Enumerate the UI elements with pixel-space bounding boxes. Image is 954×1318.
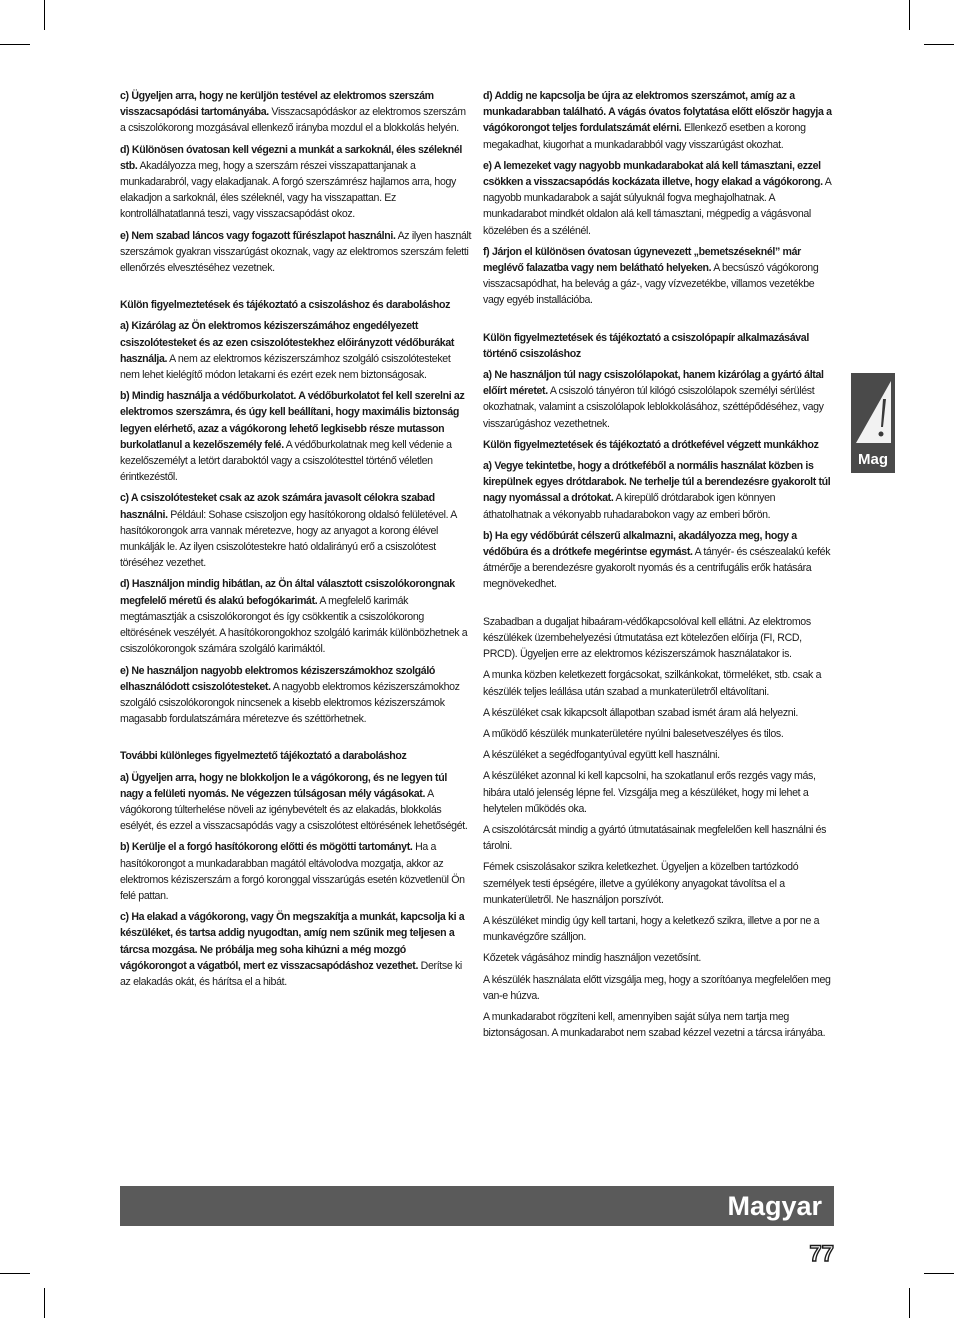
paragraph: Fémek csiszolásakor szikra keletkezhet. Ügyeljen a közelben tartózkodó személyek testi épségére, illetve a gyúlékony anyagokat távolítsa el a munkaterületről. Ne használjon porszívót.: [483, 861, 799, 906]
crop-mark: [0, 1273, 30, 1274]
paragraph: b) Mindig használja a védőburkolatot. A védőburkolatot fel kell szerelni az elektromos szerszámra, és úgy kell beállítani, hogy maximális biztonság legyen elérhető, azaz a vágókorong lehető legkisebb része mutasson burkolatlanul a kezelőszemély felé. A védőburkolatnak meg kell védenie a kezelőszemélyt a letört daraboktól vagy a csiszolótesttel történő véletlen érintkezéstől.: [120, 390, 465, 484]
paragraph: a) Vegye tekintetbe, hogy a drótkeféből a normális használat közben is kirepülnek egyes drótdarabok. Ne terhelje túl a berendezésre gyakorolt túl nagy nyomással a drótokat. A kirepülő drótdarabok igen könnyen áthatolhatnak a vékonyabb ruhadarabokon vagy az emberi bőrön.: [483, 460, 831, 521]
paragraph: a) Ügyeljen arra, hogy ne blokkoljon le a vágókorong, és ne legyen túl nagy a felületi nyomás. Ne végezzen túlságosan mély vágásokat. A vágókorong túlterhelése növeli az igénybevételt és az elakadás, blokkolás esélyét, és ezzel a visszacsapódás vagy a csiszolótest eltörésének lehetőségét.: [120, 771, 468, 833]
section-heading: Külön figyelmeztetések és tájékoztató a csiszoláshoz és daraboláshoz: [120, 299, 451, 312]
paragraph: e) A lemezeket vagy nagyobb munkadarabokat alá kell támasztani, ezzel csökken a visszacsapódás kockázata illetve, hogy elakad a vágókorong. A nagyobb munkadarabok a saját súlyuknál fogva meghajolhatnak. A munkadarabot mindkét oldalon alá kell támasztani, mégpedig a vágásvonal közelében és a szélénél.: [483, 159, 831, 237]
section-heading: Külön figyelmeztetések és tájékoztató a csiszolópapír alkalmazásával történő csiszoláshoz: [483, 331, 809, 360]
paragraph: A munkadarabot rögzíteni kell, amennyiben saját súlya nem tartja meg biztonságosan. A munkadarabot nem szabad kézzel vezetni a tárcsa irányába.: [483, 1010, 826, 1040]
paragraph: b) Kerülje el a forgó hasítókorong előtti és mögötti tartományt. Ha a hasítókorongot a munkadarabban magától eltávolodva mozgatja, akkor az elektromos kéziszerszám a forgó koronggal visszarúgás esetén közvetlenül Ön felé pattan.: [120, 841, 465, 902]
paragraph: f) Járjon el különösen óvatosan úgynevezett „bemetszéseknél” már meglévő falazatba vagy nem belátható helyeken. A becsúszó vágókorong visszacsapódhat, ha belevág a gáz-, vagy vízvezetékbe, villamos vezetékbe vagy egyéb installációba.: [483, 245, 819, 307]
paragraph: d) Használjon mindig hibátlan, az Ön által választott csiszolókorongnak megfelelő méretű és alakú befogókarimát. A megfelelő karimák megtámasztják a csiszolókorongot és így csökkentik a csiszolókorong eltörésének veszélyét. A hasítókorongokhoz szolgáló karimák különbözhetnek a csiszolókorongok számára szolgáló karimáktól.: [120, 578, 468, 656]
page-number: 77: [809, 1241, 834, 1266]
crop-mark: [44, 0, 45, 30]
paragraph: Kőzetek vágásához mindig használjon vezetősínt.: [483, 952, 701, 965]
warning-triangle-icon: [853, 377, 893, 447]
paragraph: c) A csiszolótesteket csak az azok számára javasolt célokra szabad használni. Például: Sohase csiszoljon egy hasítókorong oldalsó felületével. A hasítókorongok arra vannak méretezve, hogy az anyagot a korong élével munkálják le. Az ilyen csiszolótestekre ható oldalirányú erő a csiszolótest töréséhez vezethet.: [120, 492, 457, 570]
paragraph: Szabadban a dugaljat hibaáram-védőkapcsolóval kell ellátni. Az elektromos készülékek üzembehelyezési útmutatása ezt kötelezően előírja (FI, RCD, PRCD). Ügyeljen erre az elektromos kéziszerszámok használatakor is.: [483, 615, 811, 661]
side-tab-label: Mag: [858, 451, 888, 468]
crop-mark: [909, 0, 910, 30]
paragraph: a) Kizárólag az Ön elektromos kéziszerszámához engedélyezett csiszolótesteket és az ezen csiszolótestekhez előirányzott védőburákat használja. A nem az elektromos kéziszerszámhoz szolgáló csiszolótesteket nem lehet kielégítő módon letakarni és ezért ezek nem biztonságosak.: [120, 320, 455, 382]
paragraph: a) Ne használjon túl nagy csiszolólapokat, hanem kizárólag a gyártó által előírt méretet. A csiszoló tányéron túl kilógó csiszolólapok személyi sérülést okozhatnak, valamint a csiszolólapok leblokkolásához, széttépődéséhez, vagy visszarúgáshoz vezethetnek.: [483, 369, 824, 430]
paragraph: d) Különösen óvatosan kell végezni a munkát a sarkoknál, éles széleknél stb. Akadályozza meg, hogy a szerszám részei visszapattanjanak a munkadarabról, vagy elakadjanak. A forgó szerszámrész hajlamos arra, hogy elakadjon a sarkoknál, éles széleknél, vagy ha visszapattan. Ez kontrollálhatatlanná teszi, vagy visszacsapódást okoz.: [120, 143, 462, 221]
paragraph: A készüléket a segédfogantyúval együtt kell használni.: [483, 749, 720, 762]
paragraph: A készülék használata előtt vizsgálja meg, hogy a szorítóanya megfelelően meg van-e húzva.: [483, 973, 831, 1002]
crop-mark: [924, 44, 954, 45]
paragraph: e) Nem szabad láncos vagy fogazott fűrészlapot használni. Az ilyen használt szerszámok gyakran visszarúgást okoznak, vagy az elektromos szerszám feletti ellenőrzés elvesztéséhez vezetnek.: [120, 229, 472, 275]
crop-mark: [44, 1288, 45, 1318]
paragraph: A csiszolótárcsát mindig a gyártó útmutatásainak megfelelően kell használni és tárolni.: [483, 823, 827, 853]
paragraph: c) Ügyeljen arra, hogy ne kerüljön testével az elektromos szerszám visszacsapódási tartományába. Visszacsapódáskor az elektromos szerszám a csiszolókorong mozgásával ellenkező irányba mozdul el a blokkolás helyén.: [120, 90, 466, 135]
right-column: [483, 88, 835, 1046]
crop-mark: [0, 44, 30, 45]
crop-mark: [924, 1273, 954, 1274]
paragraph: A készüléket azonnal ki kell kapcsolni, ha szokatlanul erős rezgés vagy más, hibára utaló jelenség lépne fel. Vizsgálja meg a készüléket, hogy mi lehet a helytelen működés oka.: [483, 770, 816, 815]
section-heading: Külön figyelmeztetések és tájékoztató a drótkefével végzett munkákhoz: [483, 438, 819, 451]
paragraph: e) Ne használjon nagyobb elektromos kéziszerszámokhoz szolgáló elhasználódott csiszolótesteket. A nagyobb elektromos kéziszerszámokhoz szolgáló csiszolókorongok nincsenek a kisebb elektromos kéziszerszámok magasabb fordulatszámára méretezve és széttörhetnek.: [120, 664, 460, 726]
left-column: [120, 88, 472, 995]
section-heading: További különleges figyelmeztető tájékoztató a daraboláshoz: [120, 750, 407, 763]
crop-mark: [909, 1288, 910, 1318]
paragraph: A készüléket csak kikapcsolt állapotban szabad ismét áram alá helyezni.: [483, 706, 798, 719]
footer-language-label: Magyar: [727, 1191, 822, 1221]
paragraph: A munka közben keletkezett forgácsokat, szilkánkokat, törmeléket, stb. csak a készülék teljes leállása után szabad a munkaterületről eltávolítani.: [483, 669, 822, 698]
footer-language-bar: [120, 1186, 834, 1226]
paragraph: A készüléket mindig úgy kell tartani, hogy a keletkező szikra, illetve a por ne a munkavégzőre szálljon.: [483, 914, 820, 944]
language-side-tab: [851, 373, 895, 473]
paragraph: c) Ha elakad a vágókorong, vagy Ön megszakítja a munkát, kapcsolja ki a készüléket, és tartsa addig nyugodtan, amíg nem szűnik meg teljesen a tárcsa mozgása. Ne próbálja meg soha kihúzni a még mozgó vágókorongot a vágatból, mert ez visszacsapódáshoz vezethet. Derítse ki az elakadás okát, és hárítsa el a hibát.: [120, 911, 465, 988]
paragraph: b) Ha egy védőbúrát célszerű alkalmazni, akadályozza meg, hogy a védőbúra és a drótkefe megérintse egymást. A tányér- és csészealakú kefék átmérője a berendezésre gyakorolt nyomás és a centrifugális erők hatására megnövekedhet.: [483, 529, 831, 591]
paragraph: A működő készülék munkaterületére nyúlni balesetveszélyes és tilos.: [483, 727, 784, 740]
paragraph: d) Addig ne kapcsolja be újra az elektromos szerszámot, amíg az a munkadarabban található. A vágás óvatos folytatása előtt először hagyja a vágókorongot teljes fordulatszámát elérni. Ellenkező esetben a korong megakadhat, kiugorhat a munkadarabból vagy visszarúgást okozhat.: [483, 90, 832, 151]
